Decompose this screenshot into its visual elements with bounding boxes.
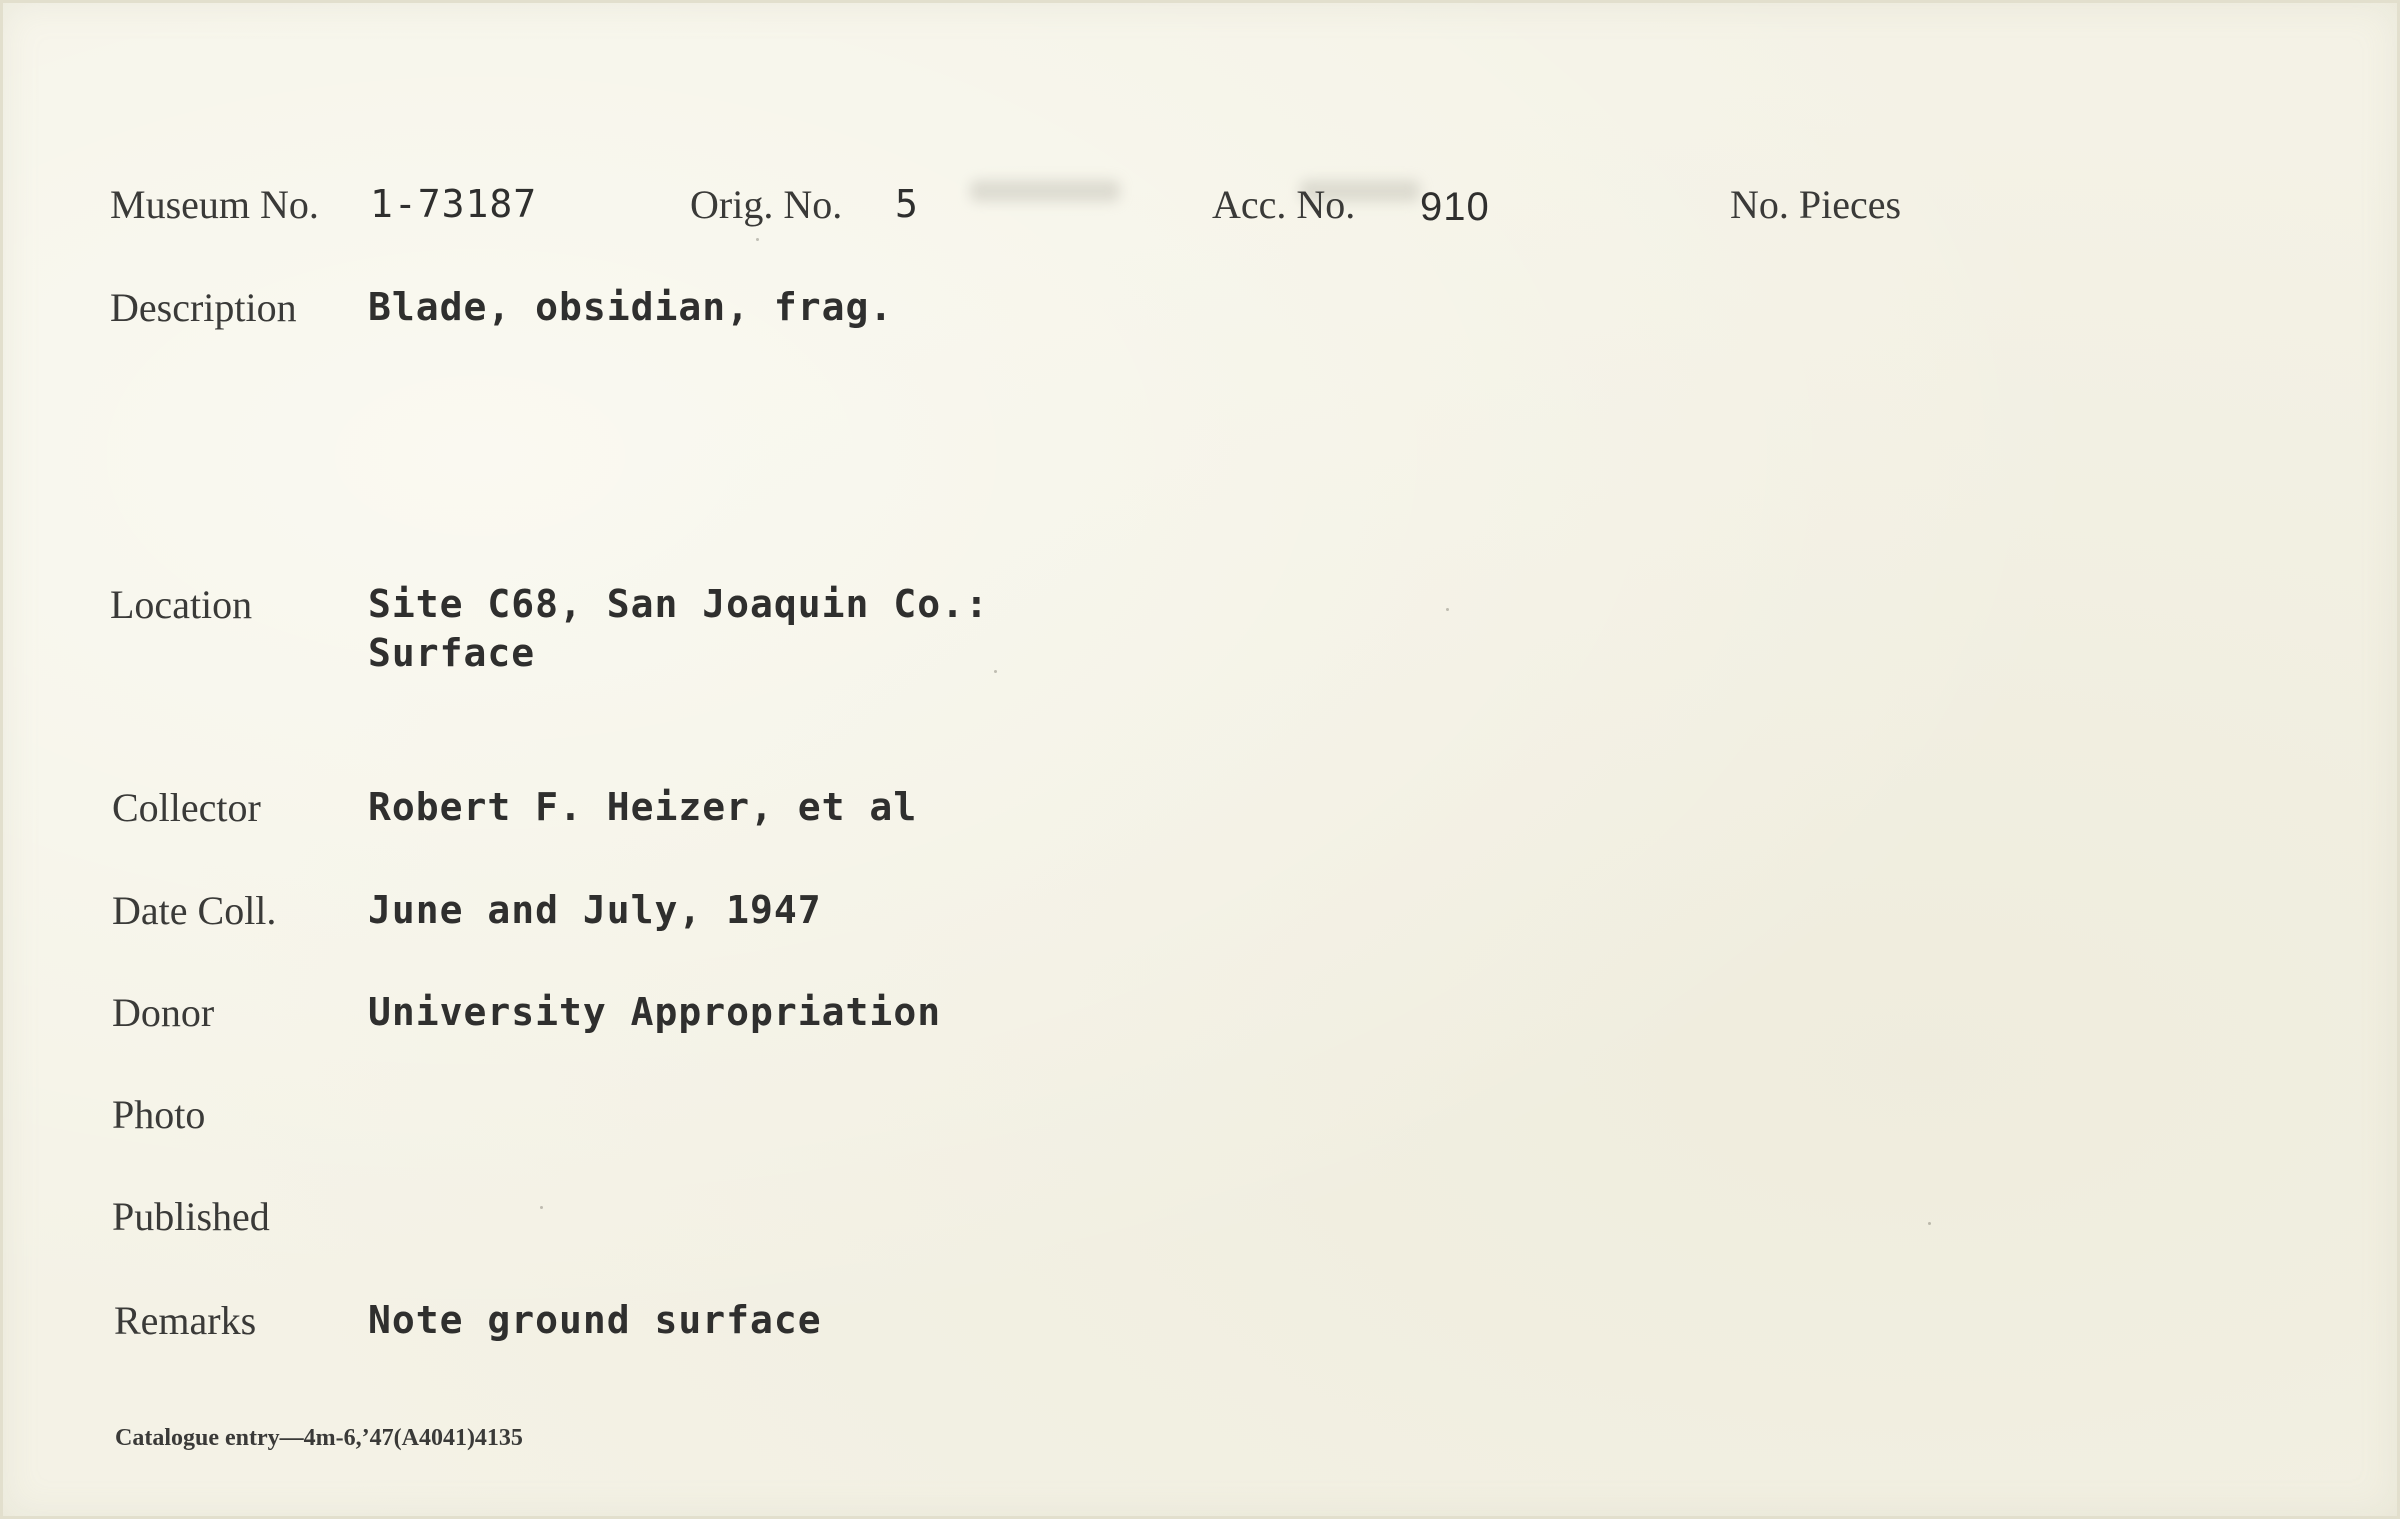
orig-no-label: Orig. No. [690, 182, 843, 227]
description-label: Description [110, 285, 297, 330]
donor-value: University Appropriation [368, 990, 942, 1034]
remarks-label: Remarks [114, 1298, 257, 1343]
photo-label: Photo [112, 1092, 206, 1137]
acc-no-value: 910 [1420, 185, 1490, 229]
location-value: Site C68, San Joaquin Co.: Surface [368, 582, 989, 675]
no-pieces-label: No. Pieces [1730, 182, 1902, 227]
paper-speck [1446, 608, 1449, 611]
orig-no-value: 5 [895, 182, 919, 226]
location-label: Location [110, 582, 253, 627]
paper-speck [540, 1206, 543, 1209]
catalogue-footer: Catalogue entry—4m-6,’47(A4041)4135 [115, 1425, 523, 1451]
acc-no-label: Acc. No. [1212, 182, 1356, 227]
donor-label: Donor [112, 990, 215, 1035]
collector-value: Robert F. Heizer, et al [368, 785, 918, 829]
museum-no-label: Museum No. [110, 182, 319, 227]
museum-no-value: 1-73187 [370, 182, 538, 226]
remarks-value: Note ground surface [368, 1298, 822, 1342]
date-coll-label: Date Coll. [112, 888, 277, 933]
published-label: Published [112, 1194, 270, 1239]
description-value: Blade, obsidian, frag. [368, 285, 894, 329]
paper-speck [994, 670, 997, 673]
collector-label: Collector [112, 785, 261, 830]
paper-speck [756, 238, 759, 241]
paper-speck [1928, 1222, 1931, 1225]
erasure-mark [970, 180, 1120, 202]
date-coll-value: June and July, 1947 [368, 888, 822, 932]
